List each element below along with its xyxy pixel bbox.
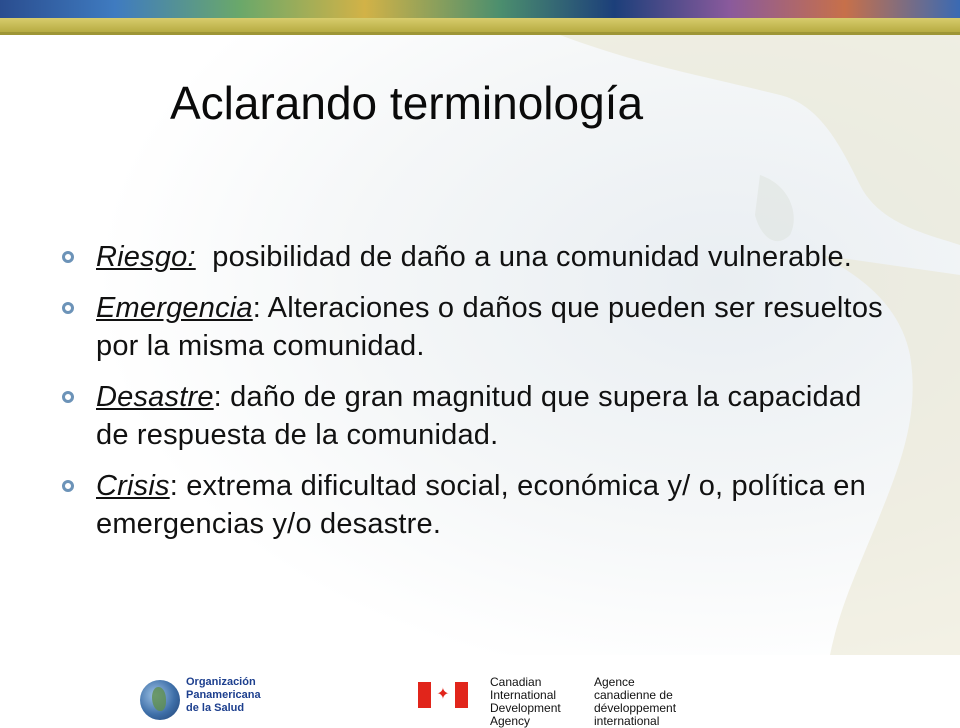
cida-name-english: Canadian International Development Agency	[490, 675, 561, 728]
bullet-item-crisis	[62, 467, 902, 543]
definition-emergencia: : Alteraciones o daños que pueden ser resueltos por la misma comunidad.	[96, 292, 883, 362]
paho-line-3: de la Salud	[186, 702, 245, 714]
term-crisis: Crisis	[96, 470, 170, 502]
top-photo-banner	[0, 0, 960, 18]
globe-icon	[140, 680, 180, 720]
canada-flag-icon	[418, 682, 468, 708]
ring-bullet-icon	[62, 251, 74, 263]
term-emergencia: Emergencia	[96, 292, 253, 324]
maple-leaf-icon: ✦	[436, 686, 450, 703]
ring-bullet-icon	[62, 302, 74, 314]
term-desastre: Desastre	[96, 381, 214, 413]
banner-gold-stripe	[0, 18, 960, 32]
bullet-list	[62, 238, 902, 556]
cida-name-french: Agence canadienne de développement international	[594, 675, 677, 728]
term-riesgo: Riesgo:	[96, 241, 196, 273]
bullet-item-desastre	[62, 378, 902, 454]
bullet-item-emergencia	[62, 289, 902, 365]
paho-line-1: Organización	[186, 676, 256, 688]
paho-line-2: Panamericana	[186, 689, 261, 701]
paho-logo-text	[186, 676, 261, 715]
definition-desastre: : daño de gran magnitud que supera la capacidad de respuesta de la comunidad.	[96, 381, 862, 451]
paho-logo	[140, 676, 290, 720]
definition-riesgo: posibilidad de daño a una comunidad vulnerable.	[195, 241, 853, 273]
ring-bullet-icon	[62, 391, 74, 403]
ring-bullet-icon	[62, 480, 74, 492]
cida-logo	[418, 675, 718, 728]
definition-crisis: : extrema dificultad social, económica y/ o, política en emergencias y/o desastre.	[96, 470, 866, 540]
bullet-item-riesgo	[62, 238, 902, 276]
slide-title: Aclarando terminología	[170, 77, 644, 129]
